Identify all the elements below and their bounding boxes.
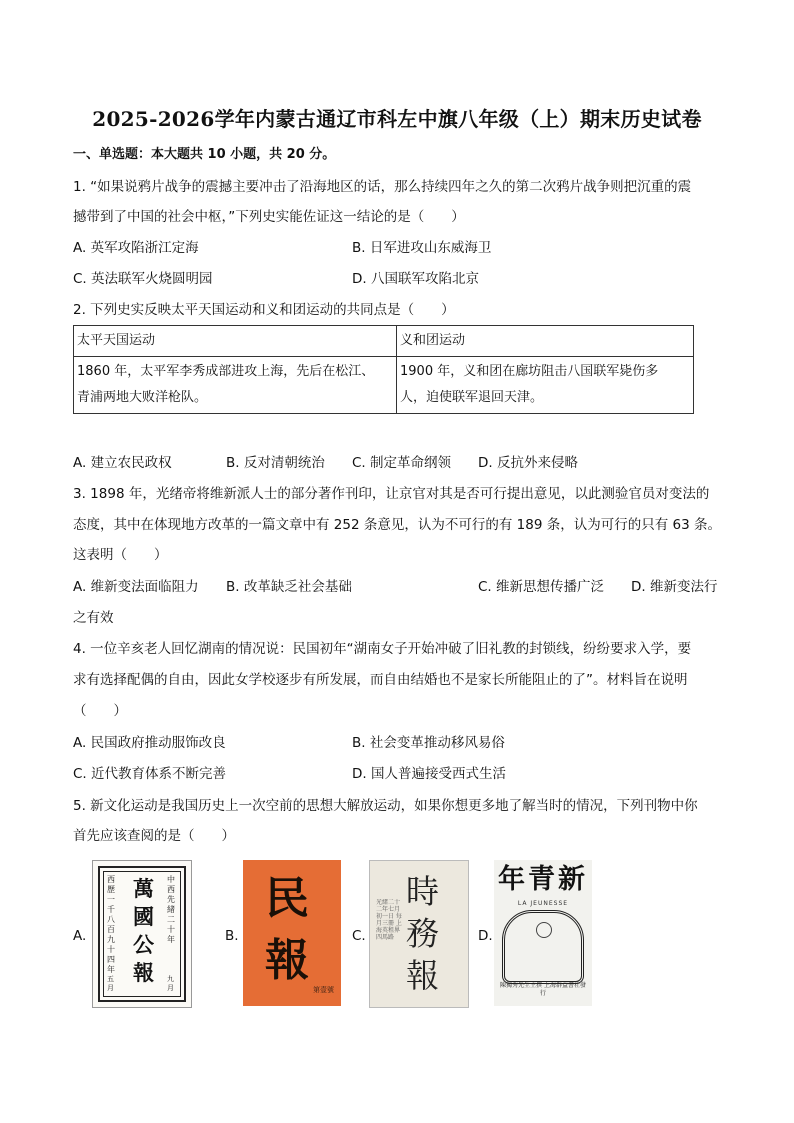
- q3-stem-line3: 这表明（ ）: [73, 547, 168, 563]
- q1-option-c[interactable]: C. 英法联军火烧圆明园: [73, 271, 213, 287]
- q3-stem-line1: 3. 1898 年，光绪帝将维新派人士的部分著作刊印，让京官对其是否可行提出意见，以此测验官员对变法的: [73, 486, 710, 502]
- q4-option-b[interactable]: B. 社会变革推动移风易俗: [352, 735, 505, 751]
- q3-option-d-wrap: 之有效: [73, 610, 114, 626]
- q2-option-a[interactable]: A. 建立农民政权: [73, 455, 172, 471]
- cover-d-sub: LA JEUNESSE: [517, 900, 569, 907]
- cover-c-title: 時務報: [406, 872, 439, 995]
- q4-option-d[interactable]: D. 国人普遍接受西式生活: [352, 766, 506, 782]
- q1-option-b[interactable]: B. 日军进攻山东威海卫: [352, 240, 492, 256]
- table-header-boxer: 义和团运动: [397, 326, 694, 357]
- taiping-line1: 1860 年，太平军李秀成部进攻上海，先后在松江、: [77, 364, 375, 379]
- cover-xin-qingnian[interactable]: [494, 860, 592, 1006]
- q5-option-d-label[interactable]: D.: [478, 928, 493, 944]
- q2-option-b[interactable]: B. 反对清朝统治: [226, 455, 325, 471]
- cover-c-side-text: 光緒二十二年七月初一日 每月三冊 上海英租界四馬路: [376, 899, 402, 941]
- q4-stem-line2: 求有选择配偶的自由，因此女学校逐步有所发展，而自由结婚也不是家长所能阻止的了”。材料旨在说明: [73, 672, 688, 688]
- q4-stem-line1: 4. 一位辛亥老人回忆湖南的情况说：民国初年“湖南女子开始冲破了旧礼教的封锁线，纷纷要求入学，要: [73, 641, 692, 657]
- q3-stem-line2: 态度，其中在体现地方改革的一篇文章中有 252 条意见，认为不可行的有 189 条，认为可行的只有 63 条。: [73, 517, 721, 533]
- cover-a-foot-left: 五月: [107, 975, 114, 992]
- cover-min-bao[interactable]: [243, 860, 341, 1006]
- section-heading: 一、单选题：本大题共 10 小题，共 20 分。: [73, 147, 336, 162]
- cover-a-foot-right: 九月: [167, 975, 174, 992]
- q5-option-c-label[interactable]: C.: [352, 928, 366, 944]
- cover-a-right-col: 中西先緒二十年: [167, 875, 175, 944]
- q1-option-a[interactable]: A. 英军攻陷浙江定海: [73, 240, 199, 256]
- boxer-line1: 1900 年，义和团在廊坊阻击八国联军毙伤多: [400, 364, 659, 379]
- table-header-taiping: 太平天国运动: [74, 326, 397, 357]
- q5-stem-line1: 5. 新文化运动是我国历史上一次空前的思想大解放运动，如果你想更多地了解当时的情况，下列刊物中你: [73, 798, 698, 814]
- boxer-line2: 人，迫使联军退回天津。: [400, 390, 544, 405]
- q4-stem-line3: （ ）: [73, 703, 127, 719]
- q1-option-d[interactable]: D. 八国联军攻陷北京: [352, 271, 479, 287]
- q4-option-a[interactable]: A. 民国政府推动服饰改良: [73, 735, 226, 751]
- cover-shiwu-bao[interactable]: [369, 860, 469, 1008]
- q5-stem-line2: 首先应该查阅的是（ ）: [73, 828, 235, 844]
- cover-d-foot: 陳獨秀先生主撰 上海群益書社發行: [500, 982, 586, 997]
- cover-a-left-col: 西歷一千八百九十四年: [107, 875, 115, 974]
- q4-option-c[interactable]: C. 近代教育体系不断完善: [73, 766, 227, 782]
- cover-wanguo-gongbao[interactable]: [92, 860, 192, 1008]
- page-title: 2025-2026学年内蒙古通辽市科左中旗八年级（上）期末历史试卷: [92, 107, 702, 131]
- q3-option-c[interactable]: C. 维新思想传播广泛: [478, 579, 605, 595]
- q1-stem-line1: 1. “如果说鸦片战争的震撼主要冲击了沿海地区的话，那么持续四年之久的第二次鸦片战争则把沉重的震: [73, 179, 692, 195]
- taiping-line2: 青浦两地大败洋枪队。: [77, 390, 208, 405]
- q3-option-b[interactable]: B. 改革缺乏社会基础: [226, 579, 352, 595]
- q2-option-c[interactable]: C. 制定革命纲领: [352, 455, 452, 471]
- cover-d-title: 新青年: [498, 864, 588, 895]
- cover-a-title: 萬國公報: [133, 876, 154, 985]
- cover-b-sub: 第壹號: [313, 986, 334, 994]
- cover-d-emblem: [536, 922, 552, 938]
- q1-stem-line2: 撼带到了中国的社会中枢，”下列史实能佐证这一结论的是（ ）: [73, 209, 465, 225]
- q2-stem: 2. 下列史实反映太平天国运动和义和团运动的共同点是（ ）: [73, 302, 455, 318]
- comparison-table: [73, 325, 694, 414]
- q5-option-b-label[interactable]: B.: [225, 928, 239, 944]
- q5-option-a-label[interactable]: A.: [73, 928, 87, 944]
- table-cell-boxer: [397, 357, 694, 414]
- table-cell-taiping: [74, 357, 397, 414]
- q3-option-d[interactable]: D. 维新变法行: [631, 579, 718, 595]
- cover-b-title: 民報: [265, 873, 309, 986]
- q2-option-d[interactable]: D. 反抗外来侵略: [478, 455, 578, 471]
- q3-option-a[interactable]: A. 维新变法面临阻力: [73, 579, 199, 595]
